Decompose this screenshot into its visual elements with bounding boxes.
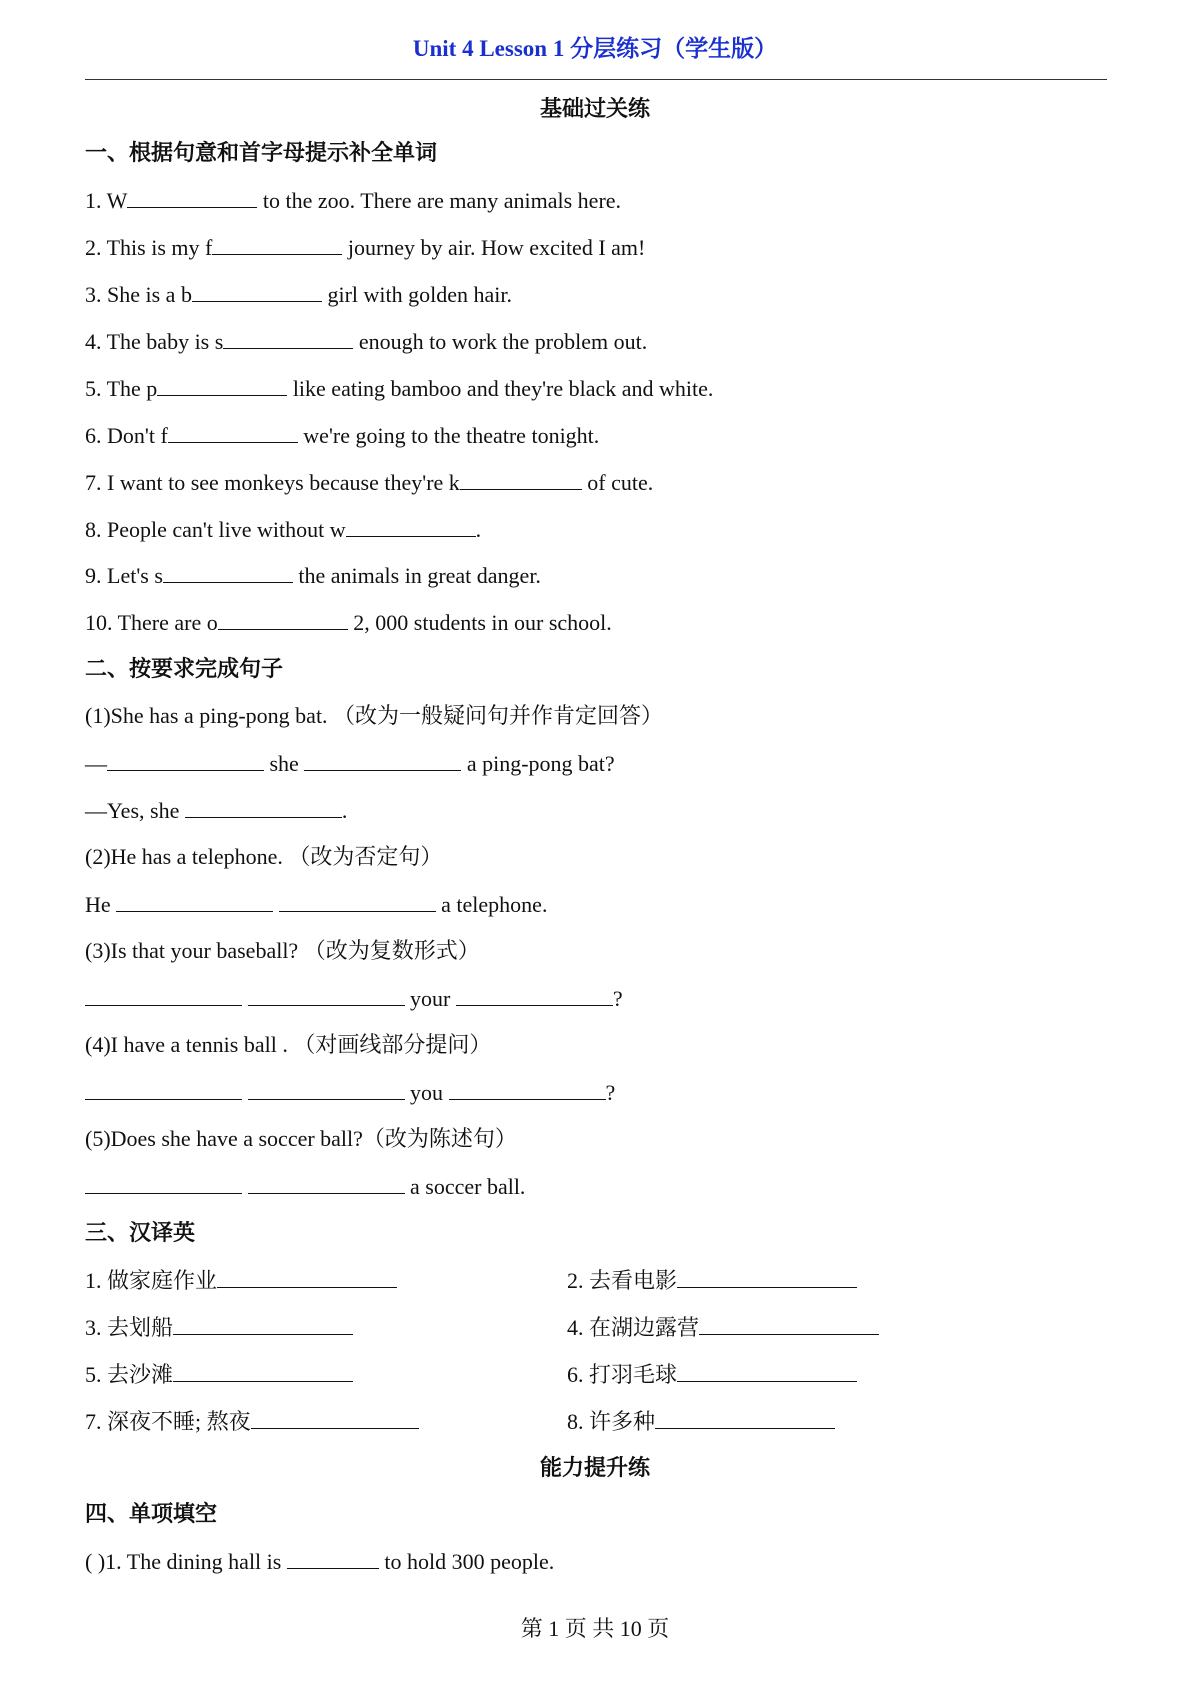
part3-heading: 三、汉译英 bbox=[85, 1220, 196, 1245]
part3-item-4: 4. 在湖边露营 bbox=[567, 1316, 879, 1339]
part2-q4-prompt: (4)I have a tennis ball . （对画线部分提问） bbox=[85, 1032, 492, 1057]
part3-item-8: 8. 许多种 bbox=[567, 1410, 835, 1433]
answer-blank[interactable] bbox=[107, 752, 264, 771]
part1-item-4: 4. The baby is s enough to work the problem out. bbox=[85, 329, 648, 354]
part4-q1: ( )1. The dining hall is to hold 300 people. bbox=[85, 1549, 555, 1574]
part2-q4-answer-line: you ? bbox=[85, 1081, 615, 1104]
answer-blank[interactable] bbox=[460, 471, 582, 490]
answer-blank[interactable] bbox=[223, 330, 353, 349]
answer-blank[interactable] bbox=[173, 1316, 353, 1335]
section-basic-title: 基础过关练 bbox=[539, 96, 650, 121]
part2-q3-prompt: (3)Is that your baseball? （改为复数形式） bbox=[85, 938, 480, 963]
part1-item-2: 2. This is my f journey by air. How excited I am! bbox=[85, 235, 646, 260]
answer-blank[interactable] bbox=[251, 1410, 419, 1429]
answer-blank[interactable] bbox=[85, 1081, 242, 1100]
part3-item-3: 3. 去划船 bbox=[85, 1316, 353, 1339]
part1-item-1: 1. W to the zoo. There are many animals here. bbox=[85, 188, 622, 213]
answer-blank[interactable] bbox=[173, 1363, 353, 1382]
answer-blank[interactable] bbox=[248, 1081, 405, 1100]
part1-item-3: 3. She is a b girl with golden hair. bbox=[85, 282, 512, 307]
part4-heading: 四、单项填空 bbox=[85, 1501, 218, 1526]
answer-blank[interactable] bbox=[655, 1410, 835, 1429]
part1-item-10: 10. There are o 2, 000 students in our school. bbox=[85, 610, 612, 635]
part2-q3-answer-line: your ? bbox=[85, 987, 623, 1010]
answer-blank[interactable] bbox=[116, 893, 273, 912]
answer-blank[interactable] bbox=[248, 1175, 405, 1194]
part1-item-7: 7. I want to see monkeys because they're k of cute. bbox=[85, 470, 654, 495]
part1-item-5: 5. The p like eating bamboo and they're black and white. bbox=[85, 376, 714, 401]
header-divider bbox=[85, 79, 1107, 80]
answer-blank[interactable] bbox=[218, 611, 348, 630]
answer-blank[interactable] bbox=[217, 1269, 397, 1288]
part2-q1-question-line: — she a ping-pong bat? bbox=[85, 751, 615, 776]
part3-item-5: 5. 去沙滩 bbox=[85, 1363, 353, 1386]
answer-blank[interactable] bbox=[212, 236, 342, 255]
answer-blank[interactable] bbox=[449, 1081, 606, 1100]
answer-blank[interactable] bbox=[279, 893, 436, 912]
answer-blank[interactable] bbox=[677, 1269, 857, 1288]
part2-q2-answer-line: He a telephone. bbox=[85, 892, 548, 917]
part2-q2-prompt: (2)He has a telephone. （改为否定句） bbox=[85, 844, 443, 869]
answer-blank[interactable] bbox=[287, 1550, 379, 1569]
page-footer: 第 1 页 共 10 页 bbox=[520, 1616, 670, 1641]
page-title: Unit 4 Lesson 1 分层练习（学生版） bbox=[412, 36, 778, 61]
part1-item-8: 8. People can't live without w . bbox=[85, 517, 482, 542]
answer-blank[interactable] bbox=[157, 377, 287, 396]
part2-q5-prompt: (5)Does she have a soccer ball?（改为陈述句） bbox=[85, 1126, 517, 1151]
part1-item-6: 6. Don't f we're going to the theatre tonight. bbox=[85, 423, 600, 448]
part1-heading: 一、根据句意和首字母提示补全单词 bbox=[85, 140, 438, 165]
answer-blank[interactable] bbox=[168, 424, 298, 443]
answer-blank[interactable] bbox=[304, 752, 461, 771]
answer-blank[interactable] bbox=[248, 987, 405, 1006]
part2-heading: 二、按要求完成句子 bbox=[85, 656, 284, 681]
section-advanced-title: 能力提升练 bbox=[539, 1455, 650, 1480]
part3-item-7: 7. 深夜不睡; 熬夜 bbox=[85, 1410, 419, 1433]
part2-q1-answer-line: —Yes, she . bbox=[85, 798, 348, 823]
answer-blank[interactable] bbox=[185, 799, 342, 818]
part3-item-2: 2. 去看电影 bbox=[567, 1269, 857, 1292]
answer-blank[interactable] bbox=[346, 518, 476, 537]
part2-q1-prompt: (1)She has a ping-pong bat. （改为一般疑问句并作肯定回答） bbox=[85, 703, 664, 728]
part2-q5-answer-line: a soccer ball. bbox=[85, 1175, 525, 1198]
answer-blank[interactable] bbox=[699, 1316, 879, 1335]
answer-blank[interactable] bbox=[163, 564, 293, 583]
answer-blank[interactable] bbox=[85, 1175, 242, 1194]
part3-item-1: 1. 做家庭作业 bbox=[85, 1269, 397, 1292]
part3-item-6: 6. 打羽毛球 bbox=[567, 1363, 857, 1386]
answer-blank[interactable] bbox=[127, 189, 257, 208]
answer-blank[interactable] bbox=[456, 987, 613, 1006]
part1-item-9: 9. Let's s the animals in great danger. bbox=[85, 563, 541, 588]
answer-blank[interactable] bbox=[677, 1363, 857, 1382]
answer-blank[interactable] bbox=[192, 283, 322, 302]
answer-blank[interactable] bbox=[85, 987, 242, 1006]
